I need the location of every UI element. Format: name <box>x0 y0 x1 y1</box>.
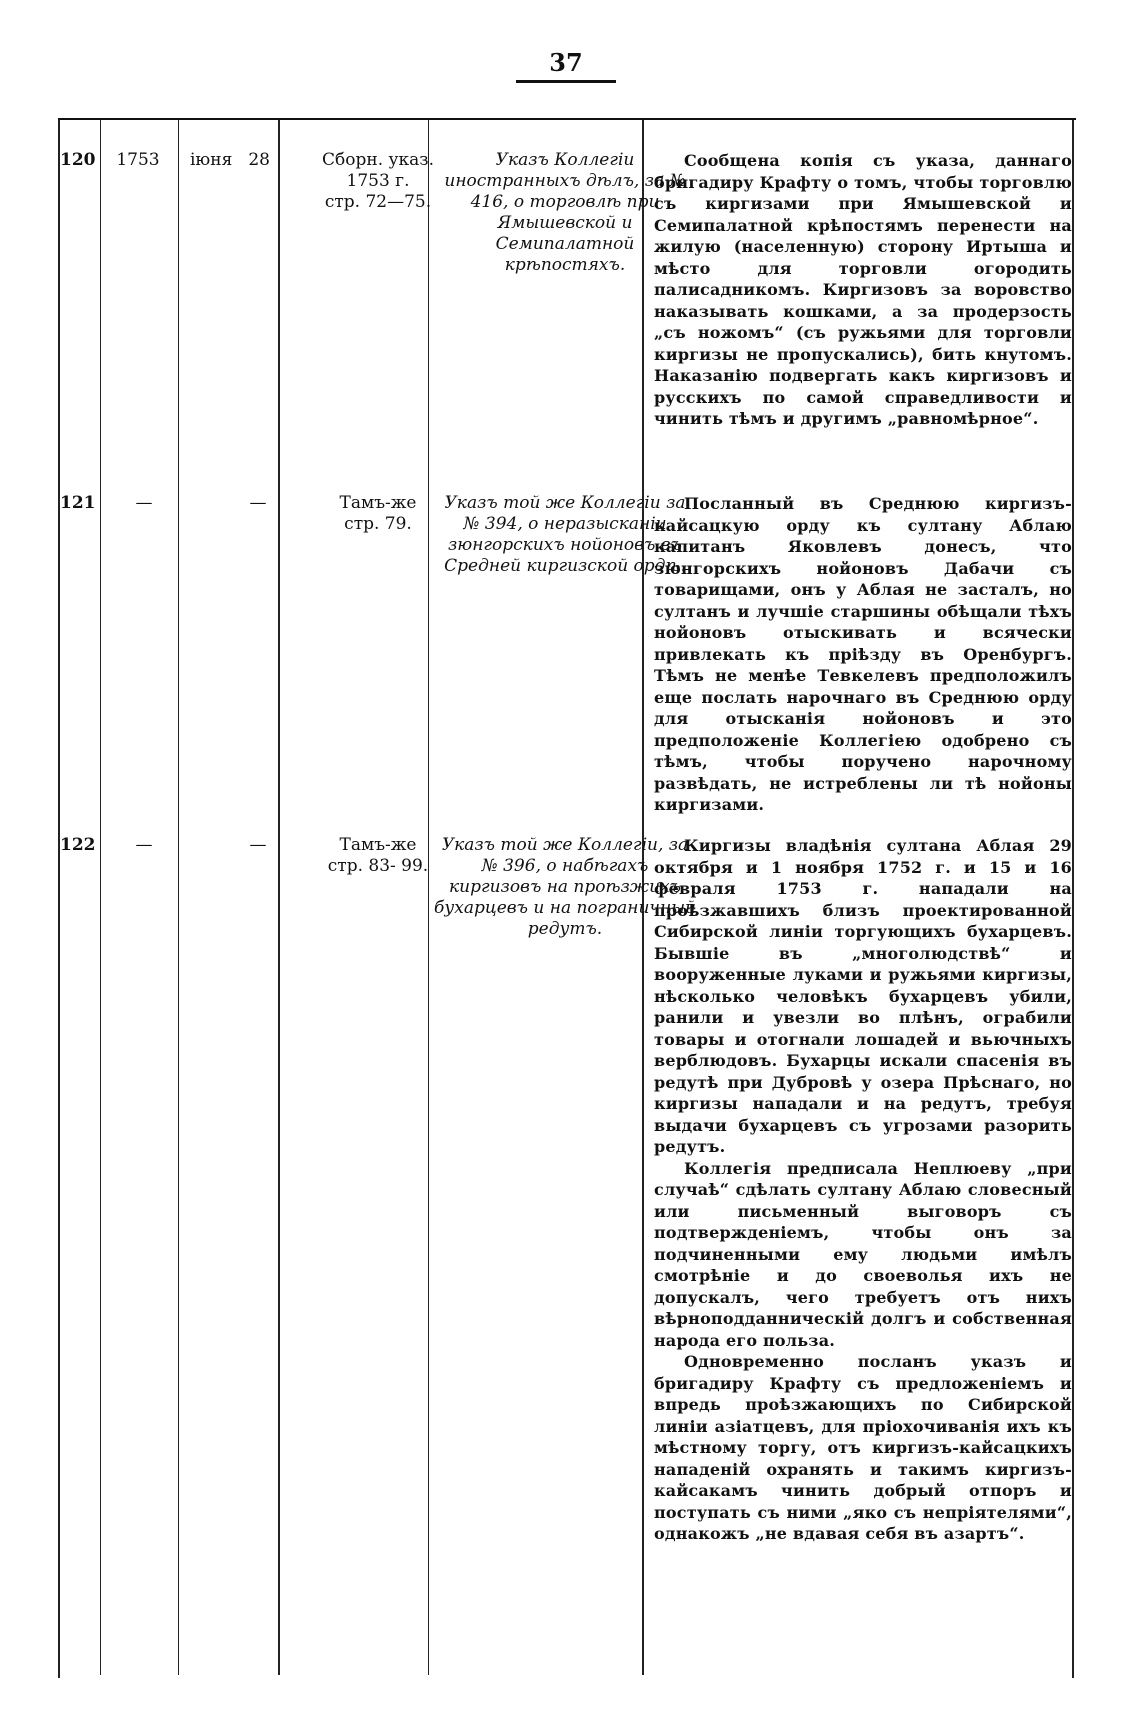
page-number: 37 <box>549 48 583 77</box>
source-line: стр. 72—75. <box>324 192 432 212</box>
entry-year: — <box>135 835 153 855</box>
column-divider <box>58 120 60 1678</box>
source-line: стр. 79. <box>344 514 412 534</box>
entry-month: іюня <box>190 150 233 170</box>
entry-title: Указъ той же Коллегіи, за № 396, о набѣгахъ киргизовъ на проѣзжихъ бухарцевъ и на пограничный редутъ. <box>434 835 696 939</box>
entry-summary <box>654 150 1072 430</box>
entry-summary <box>654 835 1072 1545</box>
summary-paragraph: Коллегія предписала Неплюеву „при случаѣ“ сдѣлать султану Аблаю словесный или письменный выговоръ съ подтвержденіемъ, чтобы онъ за подчиненными ему людьми имѣлъ смотрѣніе и до своеволья ихъ не допускалъ, чего требуетъ отъ нихъ вѣрноподданническій долгъ и собственная народа его польза. <box>654 1158 1072 1350</box>
entry-number: 121 <box>60 493 96 513</box>
entry-day: — <box>249 493 267 513</box>
summary-paragraph: Одновременно посланъ указъ и бригадиру Крафту съ предложеніемъ и впредь проѣзжающихъ по Сибирской линіи азіатцевъ, для пріохочиванія ихъ къ мѣстному торгу, отъ киргизъ-кайсацкихъ нападеній охранять и такимъ киргизъ-кайсакамъ чинить добрый отпоръ и поступать съ ними „яко съ непріятелями“, однакожъ „не вдавая себя въ азартъ“. <box>654 1352 1072 1543</box>
source-line: стр. 83- 99. <box>327 856 429 876</box>
column-divider <box>1072 120 1074 1678</box>
entry-day: — <box>249 835 267 855</box>
entry-title: Указъ Коллегіи иностранныхъ дѣлъ, за № 416, о торговлѣ при Ямышевской и Семипалатной крѣпостяхъ. <box>444 150 686 275</box>
entry-summary <box>654 493 1072 816</box>
column-divider <box>278 120 280 1675</box>
entry-title: Указъ той же Коллегіи за № 394, о неразысканіи зюнгорскихъ нойоновъ въ Средней киргизской ордѣ. <box>444 493 686 576</box>
source-line: Сборн. указ. <box>322 150 434 170</box>
summary-paragraph: Киргизы владѣнія султана Аблая 29 октября и 1 ноября 1752 г. и 15 и 16 февраля 1753 г. нападали на проѣзжавшихъ близъ проектированной Сибирской линіи торгующихъ бухарцевъ. Бывшіе въ „многолюдствѣ“ и вооруженные луками и ружьями киргизы, нѣсколько человѣкъ бухарцевъ убили, ранили и увезли во плѣнъ, ограбили товары и отогнали лошадей и вьючныхъ верблюдовъ. Бухарцы искали спасенія въ редутѣ при Дубровѣ у озера Прѣснаго, но киргизы нападали и на редутъ, требуя выдачи бухарцевъ съ угрозами разорить редутъ. <box>654 836 1072 1156</box>
source-line: Тамъ-же <box>339 835 417 855</box>
column-divider <box>428 120 429 1675</box>
table-top-rule <box>58 118 1076 120</box>
entry-number: 122 <box>60 835 96 855</box>
entry-day: 28 <box>248 150 270 170</box>
source-line: Тамъ-же <box>339 493 417 513</box>
source-line: 1753 г. <box>346 171 410 191</box>
summary-paragraph: Посланный въ Среднюю киргизъ-кайсацкую орду къ султану Аблаю капитанъ Яковлевъ донесъ, что зюнгорскихъ нойоновъ Дабачи съ товарищами, онъ у Аблая не засталъ, но султанъ и лучшіе старшины обѣщали тѣхъ нойоновъ отыскивать и всячески привлекать къ пріѣзду въ Оренбургъ. Тѣмъ не менѣе Тевкелевъ предположилъ еще послать нарочнаго въ Среднюю орду для отысканія нойоновъ и это предположеніе Коллегіею одобрено съ тѣмъ, чтобы поручено нарочному развѣдать, не истреблены ли тѣ нойоны киргизами. <box>654 494 1072 814</box>
summary-paragraph: Сообщена копія съ указа, даннаго бригадиру Крафту о томъ, чтобы торговлю съ киргизами при Ямышевской и Семипалатной крѣпостямъ перенести на жилую (населенную) сторону Иртыша и мѣсто для торговли огородить палисадникомъ. Киргизовъ за воровство наказывать кошками, а за продерзость „съ ножомъ“ (съ ружьями для торговли киргизы не пропускались), бить кнутомъ. Наказанію подвергать какъ киргизовъ и русскихъ по самой справедливости и чинить тѣмъ и другимъ „равномѣрное“. <box>654 151 1072 428</box>
page-number-underline <box>516 80 616 83</box>
column-divider <box>100 120 101 1675</box>
entry-year: — <box>135 493 153 513</box>
column-divider <box>178 120 179 1675</box>
entry-year: 1753 <box>116 150 160 170</box>
entry-number: 120 <box>60 150 96 170</box>
